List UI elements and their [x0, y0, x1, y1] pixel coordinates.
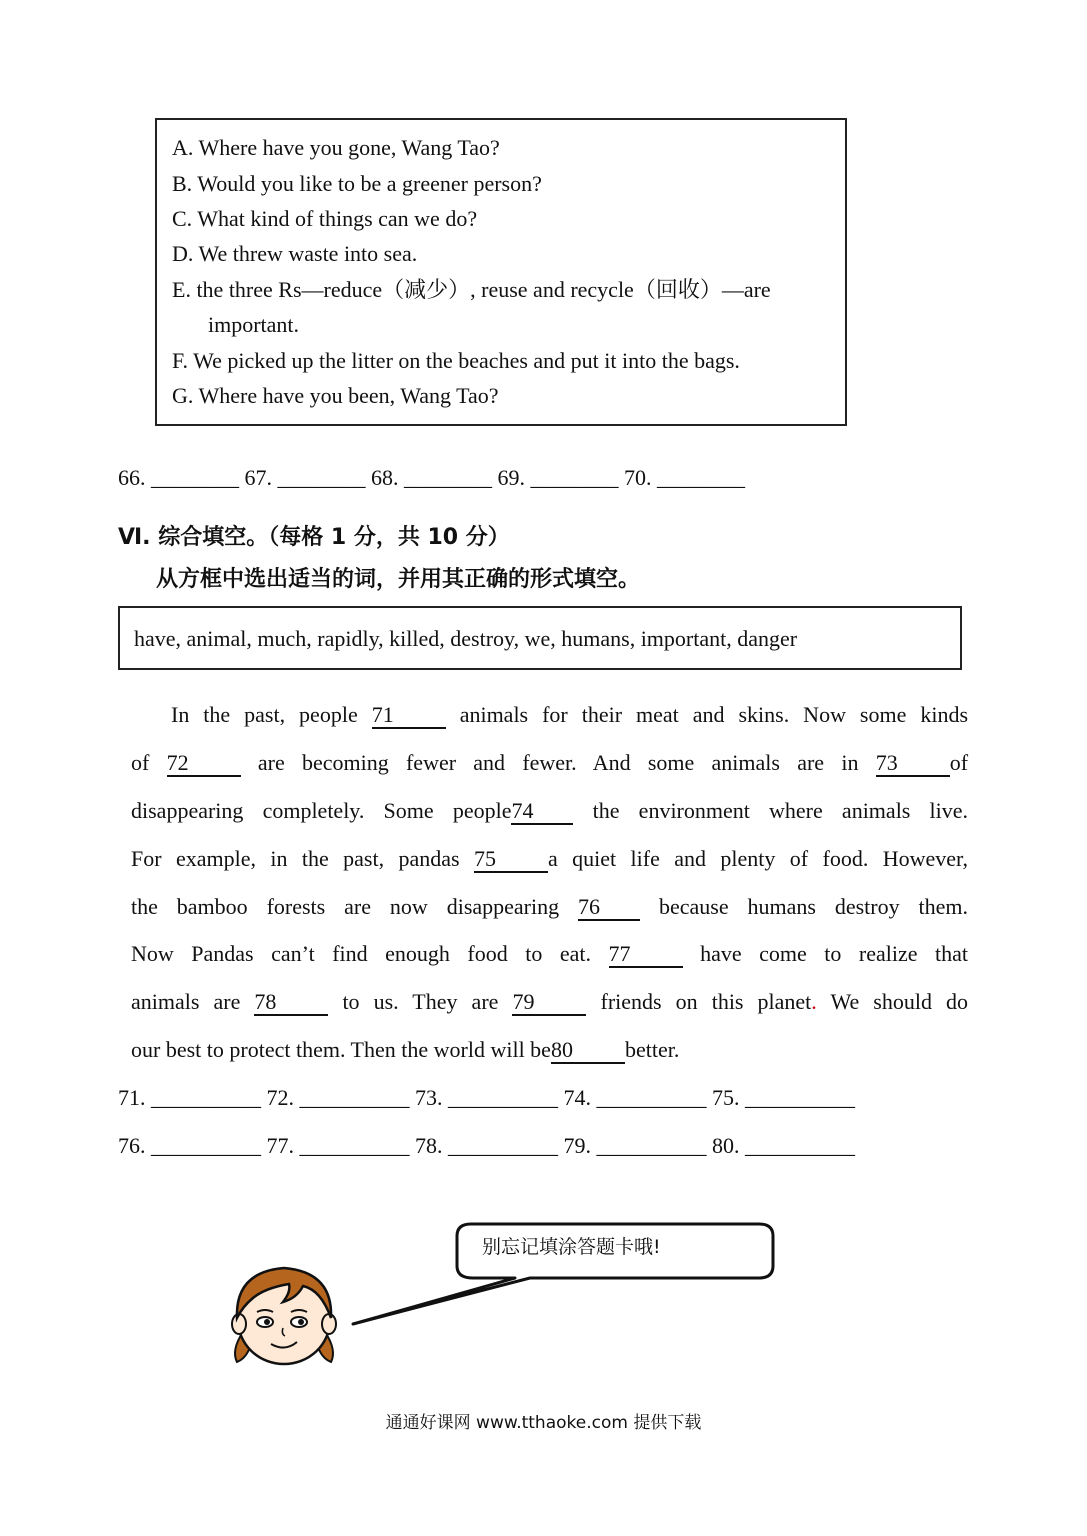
passage-text: because humans destroy them. — [658, 894, 969, 919]
passage-line — [131, 846, 968, 873]
passage-period: . — [811, 989, 817, 1014]
blank-73: 73 — [876, 751, 950, 777]
blank-71: 71 — [372, 703, 446, 729]
passage-text: In the past, people — [171, 702, 358, 727]
passage-text: We should do — [830, 989, 968, 1014]
passage-line — [131, 798, 968, 825]
passage-text: For example, in the past, pandas — [131, 846, 460, 871]
blank-80: 80 — [551, 1038, 625, 1064]
section-title: Ⅵ. 综合填空。（每格 1 分，共 10 分） — [118, 525, 510, 550]
passage-text: are becoming fewer and fewer. And some animals are in — [257, 750, 859, 775]
blank-76: 76 — [578, 895, 640, 921]
passage-line — [171, 702, 968, 729]
passage-text: animals are — [131, 989, 241, 1014]
passage-line — [131, 894, 968, 921]
passage-line — [131, 989, 968, 1016]
answer-line-76-80: 76. __________ 77. __________ 78. __________ 79. __________ 80. __________ — [118, 1133, 855, 1158]
answer-line-71-75: 71. __________ 72. __________ 73. __________ 74. __________ 75. __________ — [118, 1085, 855, 1110]
option-d: D. We threw waste into sea. — [172, 241, 418, 266]
answer-line-66-70: 66. ________ 67. ________ 68. ________ 69. ________ 70. ________ — [118, 465, 745, 490]
passage-text: to us. They are — [342, 989, 499, 1014]
passage-text: the bamboo forests are now disappearing — [131, 894, 560, 919]
word-bank: have, animal, much, rapidly, killed, destroy, we, humans, important, danger — [134, 626, 798, 651]
option-c: C. What kind of things can we do? — [172, 206, 478, 231]
option-g: G. Where have you been, Wang Tao? — [172, 383, 499, 408]
passage-text: of — [949, 750, 969, 775]
passage-text: of — [131, 750, 150, 775]
passage-text: disappearing completely. Some people — [131, 798, 512, 823]
blank-78: 78 — [254, 990, 328, 1016]
passage-line — [131, 941, 968, 968]
bubble-text: 别忘记填涂答题卡哦! — [482, 1236, 661, 1258]
passage-text: better. — [624, 1037, 680, 1062]
passage-line — [131, 750, 968, 777]
blank-79: 79 — [512, 990, 586, 1016]
blank-75: 75 — [474, 847, 548, 873]
option-e: E. the three Rs—reduce（减少）, reuse and recycle（回收）—are — [172, 277, 771, 302]
blank-72: 72 — [167, 751, 241, 777]
blank-74: 74 — [511, 799, 573, 825]
passage-text: animals for their meat and skins. Now some kinds — [459, 702, 969, 727]
passage-line — [131, 1037, 968, 1064]
passage-text: Now Pandas can’t find enough food to eat. — [131, 941, 592, 966]
passage-text: the environment where animals live. — [592, 798, 969, 823]
options-box — [155, 118, 847, 426]
passage-text: have come to realize that — [700, 941, 968, 966]
option-f: F. We picked up the litter on the beaches and put it into the bags. — [172, 348, 740, 373]
passage-text: a quiet life and plenty of food. However, — [548, 846, 969, 871]
option-a: A. Where have you gone, Wang Tao? — [172, 135, 500, 160]
blank-77: 77 — [609, 942, 683, 968]
footer-credit: 通通好课网 www.tthaoke.com 提供下载 — [385, 1413, 702, 1433]
option-b: B. Would you like to be a greener person? — [172, 171, 542, 196]
section-instruction: 从方框中选出适当的词，并用其正确的形式填空。 — [156, 567, 641, 592]
option-e-continued: important. — [208, 312, 300, 337]
passage-text: our best to protect them. Then the world will be — [131, 1037, 551, 1062]
passage-text: friends on this planet — [600, 989, 812, 1014]
